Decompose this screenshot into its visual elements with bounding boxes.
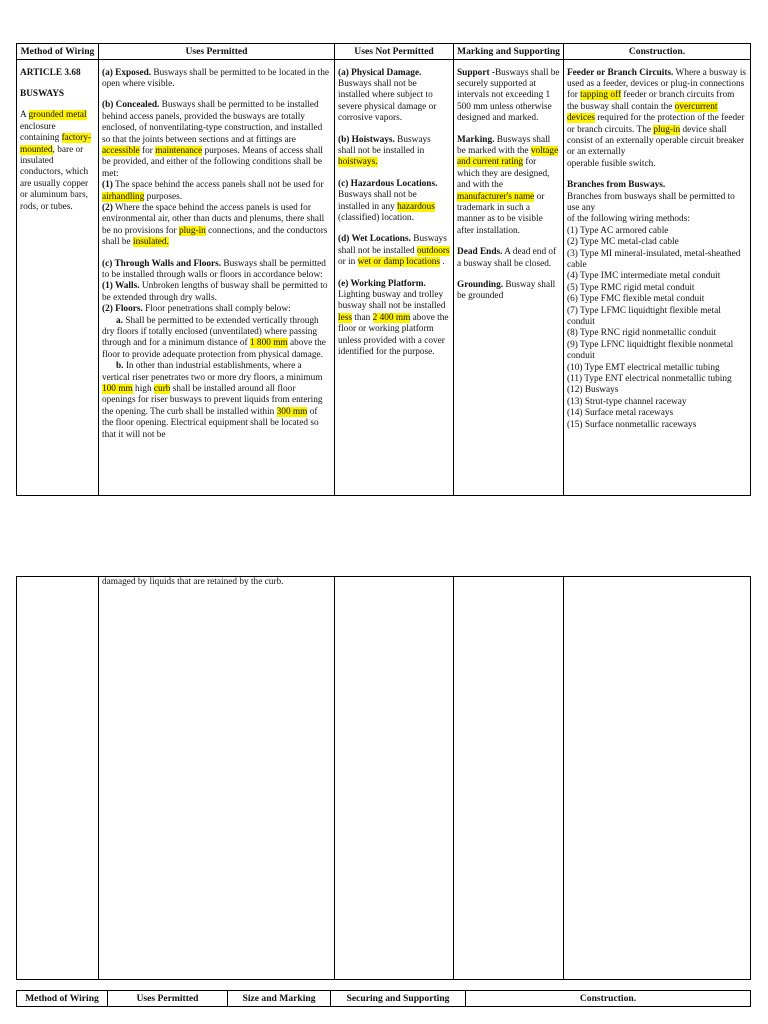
article-number: ARTICLE 3.68 bbox=[20, 67, 81, 78]
header-uses-not-permitted: Uses Not Permitted bbox=[335, 44, 454, 60]
empty-cell bbox=[17, 577, 99, 980]
grounding-section: Grounding. Busway shall be grounded bbox=[457, 280, 556, 302]
empty-cell bbox=[454, 577, 564, 980]
floors-item-a: a. Shall be permitted to be extended vertically through dry floors if totally enclosed (unventilated) where passing through and for a minimum distance of 1 800 mm above the floor to provide adequate protection from physical damage. bbox=[102, 315, 326, 360]
header-method-of-wiring: Method of Wiring bbox=[17, 991, 108, 1007]
continuation-cell bbox=[99, 577, 335, 980]
list-item: (11) Type ENT electrical nonmetallic tubing bbox=[567, 374, 732, 385]
list-item: (8) Type RNC rigid nonmetallic conduit bbox=[567, 328, 717, 339]
next-section-table bbox=[16, 990, 751, 1007]
uses-permitted-cell bbox=[99, 59, 335, 495]
branches-heading: Branches from Busways. bbox=[567, 180, 666, 191]
wet-locations-section: (d) Wet Locations. Busways shall not be installed outdoors or in wet or damp locations . bbox=[338, 234, 450, 268]
working-platform-section: (e) Working Platform. Lighting busway and trolley busway shall not be installed less than 2 400 mm above the floor or working platform unless provided with a cover identified for the purpose. bbox=[338, 278, 449, 358]
marking-supporting-cell bbox=[454, 59, 564, 495]
walls-subsection: (1) Walls. Unbroken lengths of busway shall be permitted to be extended through dry walls. bbox=[102, 281, 328, 303]
continuation-table bbox=[16, 576, 751, 980]
header-row bbox=[17, 991, 751, 1007]
header-row bbox=[17, 44, 751, 60]
method-cell bbox=[17, 59, 99, 495]
header-method-of-wiring: Method of Wiring bbox=[17, 44, 99, 60]
busways-table bbox=[16, 43, 751, 496]
concealed-section: (b) Concealed. Busways shall be permitted to be installed behind access panels, provided the busways are totally enclosed, of nonventilating-type construction, and installed so that the joints between sections and at fittings are accessible for maintenance purposes. Means of access shall be provided, and either of the following conditions shall be met: bbox=[102, 100, 323, 179]
floors-subsection: (2) Floors. Floor penetrations shall comply below: bbox=[102, 304, 291, 315]
empty-cell bbox=[335, 577, 454, 980]
wiring-methods-list bbox=[567, 226, 747, 431]
header-uses-permitted: Uses Permitted bbox=[108, 991, 228, 1007]
list-item: (3) Type MI mineral-insulated, metal-sheathed cable bbox=[567, 248, 741, 270]
list-item: (12) Busways bbox=[567, 385, 619, 396]
concealed-condition-2: (2) Where the space behind the access panels is used for environmental air, other than ducts and plenums, there shall be no provisions for plug-in connections, and the conductors shall be insulated. bbox=[102, 202, 328, 248]
branches-text-2: of the following wiring methods: bbox=[567, 214, 690, 225]
dead-ends-section: Dead Ends. A dead end of a busway shall be closed. bbox=[457, 247, 557, 269]
list-item: (1) Type AC armored cable bbox=[567, 225, 669, 236]
exposed-section: (a) Exposed. Busways shall be permitted to be located in the open where visible. bbox=[102, 67, 329, 89]
continuation-text: damaged by liquids that are retained by the curb. bbox=[102, 577, 284, 587]
list-item: (2) Type MC metal-clad cable bbox=[567, 237, 679, 248]
list-item: (10) Type EMT electrical metallic tubing bbox=[567, 362, 720, 373]
list-item: (6) Type FMC flexible metal conduit bbox=[567, 294, 705, 305]
uses-not-permitted-cell bbox=[335, 59, 454, 495]
continuation-row bbox=[17, 577, 751, 980]
header-securing-supporting: Securing and Supporting bbox=[331, 991, 466, 1007]
construction-cell bbox=[564, 59, 751, 495]
article-title: BUSWAYS bbox=[20, 88, 65, 99]
marking-section: Marking. Busways shall be marked with the voltage and current rating for which they are designed, and with the manufacturer's name or trademark in such a manner as to be visible after installation. bbox=[457, 134, 559, 236]
walls-floors-section: (c) Through Walls and Floors. Busways shall be permitted to be installed through walls or floors in accordance below: bbox=[102, 258, 326, 280]
floors-item-b: b. In other than industrial establishments, where a vertical riser penetrates two or more dry floors, a minimum 100 mm high curb shall be installed around all floor openings for riser busways to prevent liquids from entering the opening. The curb shall be installed within 300 mm of the floor opening. Electrical equipment shall be located so that it will not be bbox=[102, 361, 323, 440]
list-item: (4) Type IMC intermediate metal conduit bbox=[567, 271, 721, 282]
content-row bbox=[17, 59, 751, 495]
feeder-branch-cont: operable fusible switch. bbox=[567, 158, 656, 169]
header-uses-permitted: Uses Permitted bbox=[99, 44, 335, 60]
hazardous-section: (c) Hazardous Locations. Busways shall not be installed in any hazardous (classified) location. bbox=[338, 178, 438, 223]
branches-text-1: Branches from busways shall be permitted to use any bbox=[567, 191, 735, 213]
concealed-condition-1: (1) The space behind the access panels shall not be used for airhandling purposes. bbox=[102, 180, 324, 202]
list-item: (13) Strut-type channel raceway bbox=[567, 396, 687, 407]
list-item: (15) Surface nonmetallic raceways bbox=[567, 419, 697, 430]
header-marking-supporting: Marking and Supporting bbox=[454, 44, 564, 60]
list-item: (7) Type LFMC liquidtight flexible metal conduit bbox=[567, 305, 721, 328]
list-item: (14) Surface metal raceways bbox=[567, 408, 674, 419]
busway-description: A grounded metal enclosure containing factory-mounted, bare or insulated conductors, which are usually copper or aluminum bars, rods, or tubes. bbox=[20, 110, 91, 212]
feeder-branch-section: Feeder or Branch Circuits. Where a busway is used as a feeder, devices or plug-in connections for tapping off feeder or branch circuits from the busway shall contain the overcurrent devices required for the protection of the feeder or branch circuits. The plug-in device shall consist of an externally operable circuit breaker or an externally bbox=[567, 67, 747, 158]
list-item: (5) Type RMC rigid metal conduit bbox=[567, 282, 695, 293]
support-section: Support -Busways shall be securely supported at intervals not exceeding 1 500 mm unless otherwise designed and marked. bbox=[457, 67, 560, 124]
header-size-marking: Size and Marking bbox=[228, 991, 331, 1007]
empty-cell bbox=[564, 577, 751, 980]
header-construction: Construction. bbox=[466, 991, 751, 1007]
hoistways-section: (b) Hoistways. Busways shall not be installed in hoistways. bbox=[338, 134, 431, 168]
physical-damage-section: (a) Physical Damage. Busways shall not be installed where subject to severe physical damage or corrosive vapors. bbox=[338, 67, 437, 124]
list-item: (9) Type LFNC liquidtight flexible nonmetal conduit bbox=[567, 339, 734, 362]
header-construction: Construction. bbox=[564, 44, 751, 60]
